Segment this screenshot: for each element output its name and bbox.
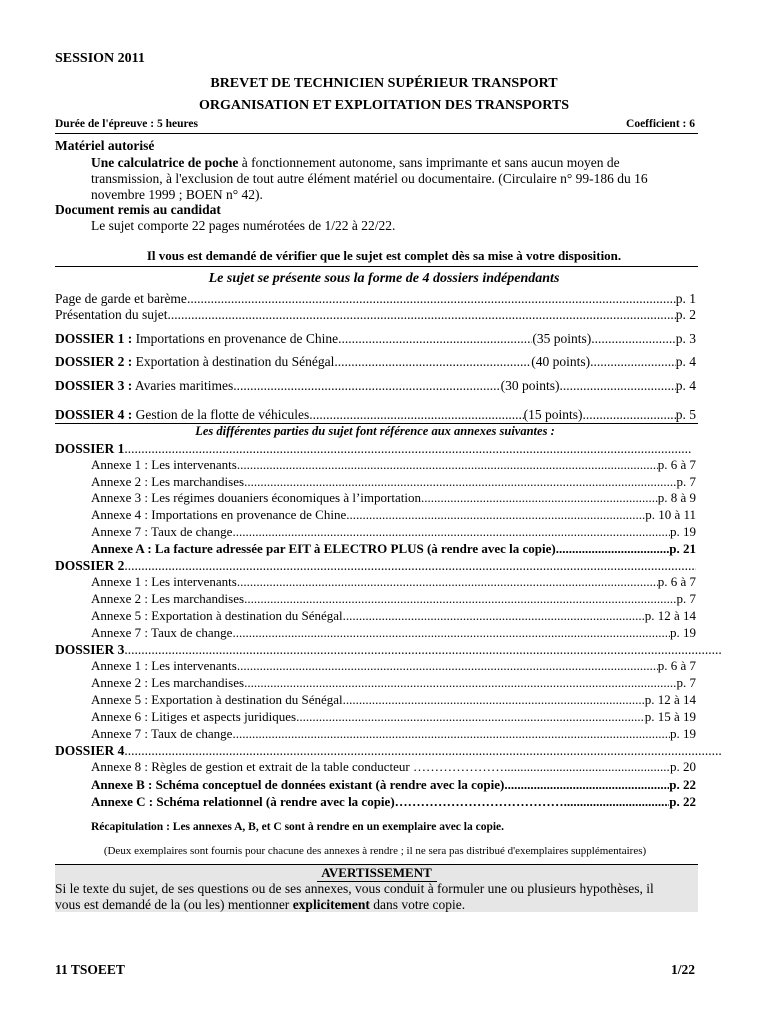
annex-row: Annexe 2 : Les marchandises ..... p. 7 xyxy=(91,675,696,691)
annex-row: Annexe 6 : Litiges et aspects juridiques ..... p. 15 à 19 xyxy=(91,709,696,725)
recap-text: Récapitulation : Les annexes A, B, et C sont à rendre en un exemplaire avec la copie. xyxy=(91,821,505,833)
annex-8-row: Annexe 8 : Règles de gestion et extrait de la table conducteur …………………. ..... p. 20 xyxy=(91,759,696,775)
material-calculator-line3: novembre 1999 ; BOEN n° 42). xyxy=(91,187,263,202)
toc-heading: Le sujet se présente sous la forme de 4 dossiers indépendants xyxy=(208,271,560,286)
calculator-bold: Une calculatrice de poche xyxy=(91,155,239,170)
session-label: SESSION 2011 xyxy=(55,51,145,66)
annexes-heading: Les différentes parties du sujet font référence aux annexes suivantes : xyxy=(195,424,555,438)
material-calculator-line1 xyxy=(91,155,620,171)
annex-row: Annexe 4 : Importations en provenance de Chine ..... p. 10 à 11 xyxy=(91,507,696,523)
annex-row: Annexe 7 : Taux de change ..... p. 19 xyxy=(91,726,696,742)
annex-row: Annexe 5 : Exportation à destination du Sénégal ..... p. 12 à 14 xyxy=(91,692,696,708)
material-calculator-line2: transmission, à l'exclusion de tout autre élément matériel ou documentaire. (Circulaire n° 99-186 du 16 xyxy=(91,171,648,186)
annex-row: Annexe 1 : Les intervenants ..... p. 6 à 7 xyxy=(91,658,696,674)
document-text: Le sujet comporte 22 pages numérotées de 1/22 à 22/22. xyxy=(91,218,396,233)
header-divider xyxy=(55,133,698,134)
exam-subtitle: ORGANISATION ET EXPLOITATION DES TRANSPORTS xyxy=(198,98,570,113)
annex-a-row: Annexe A : La facture adressée par EIT à ELECTRO PLUS (à rendre avec la copie) ..... p. 21 xyxy=(91,541,696,557)
annex-row: Annexe 1 : Les intervenants ..... p. 6 à 7 xyxy=(91,457,696,473)
annexes-dossier-3: DOSSIER 3 ..... xyxy=(55,641,721,658)
verify-notice: Il vous est demandé de vérifier que le sujet est complet dès sa mise à votre disposition. xyxy=(146,248,622,263)
toc-dossier-3: DOSSIER 3 : Avaries maritimes ..... (30 points) ..... p. 4 xyxy=(55,377,696,394)
material-heading: Matériel autorisé xyxy=(55,138,155,153)
annex-row: Annexe 1 : Les intervenants ..... p. 6 à 7 xyxy=(91,574,696,590)
warning-line2: vous est demandé de la (ou les) mentionner explicitement dans votre copie. xyxy=(55,897,466,912)
warning-title: AVERTISSEMENT xyxy=(321,865,432,880)
annex-c-row: Annexe C : Schéma relationnel (à rendre avec la copie)…………………………………. ..... p. 22 xyxy=(91,794,696,810)
footer-page-number: 1/22 xyxy=(670,962,695,977)
annex-row: Annexe 2 : Les marchandises ..... p. 7 xyxy=(91,591,696,607)
annex-b-row: Annexe B : Schéma conceptuel de données existant (à rendre avec la copie) ..... p. 22 xyxy=(91,777,696,793)
warning-line1: Si le texte du sujet, de ses questions ou de ses annexes, vous conduit à formuler une ou plusieurs hypothèses, il xyxy=(55,881,654,896)
annex-row: Annexe 7 : Taux de change ..... p. 19 xyxy=(91,524,696,540)
toc-top-divider xyxy=(55,266,698,267)
annexes-dossier-4: DOSSIER 4 ..... xyxy=(55,742,721,759)
toc-dossier-4: DOSSIER 4 : Gestion de la flotte de véhicules ..... (15 points) ..... p. 5 xyxy=(55,406,696,423)
copies-note: (Deux exemplaires sont fournis pour chacune des annexes à rendre ; il ne sera pas distribué d'exemplaires supplémentaires) xyxy=(103,845,647,857)
annex-row: Annexe 3 : Les régimes douaniers économiques à l’importation ..... p. 8 à 9 xyxy=(91,490,696,506)
annexes-dossier-2: DOSSIER 2 ..... xyxy=(55,557,696,574)
annex-row: Annexe 5 : Exportation à destination du Sénégal ..... p. 12 à 14 xyxy=(91,608,696,624)
exam-duration: Durée de l'épreuve : 5 heures xyxy=(55,118,198,130)
toc-dossier-1: DOSSIER 1 : Importations en provenance de Chine ..... (35 points) ..... p. 3 xyxy=(55,330,696,347)
toc-item-page-de-garde: Page de garde et barème ..... p. 1 xyxy=(55,290,696,307)
footer-code: 11 TSOEET xyxy=(55,962,125,977)
document-heading: Document remis au candidat xyxy=(55,202,221,217)
annex-row: Annexe 7 : Taux de change ..... p. 19 xyxy=(91,625,696,641)
exam-title: BREVET DE TECHNICIEN SUPÉRIEUR TRANSPORT xyxy=(210,76,558,91)
toc-dossier-2: DOSSIER 2 : Exportation à destination du Sénégal ..... (40 points) ..... p. 4 xyxy=(55,353,696,370)
annexes-dossier-1: DOSSIER 1 ..... xyxy=(55,440,691,457)
annex-row: Annexe 2 : Les marchandises ..... p. 7 xyxy=(91,474,696,490)
calculator-text1: à fonctionnement autonome, sans imprimante et sans aucun moyen de xyxy=(238,155,620,170)
exam-coefficient: Coefficient : 6 xyxy=(626,118,695,130)
toc-item-presentation: Présentation du sujet ..... p. 2 xyxy=(55,306,696,323)
